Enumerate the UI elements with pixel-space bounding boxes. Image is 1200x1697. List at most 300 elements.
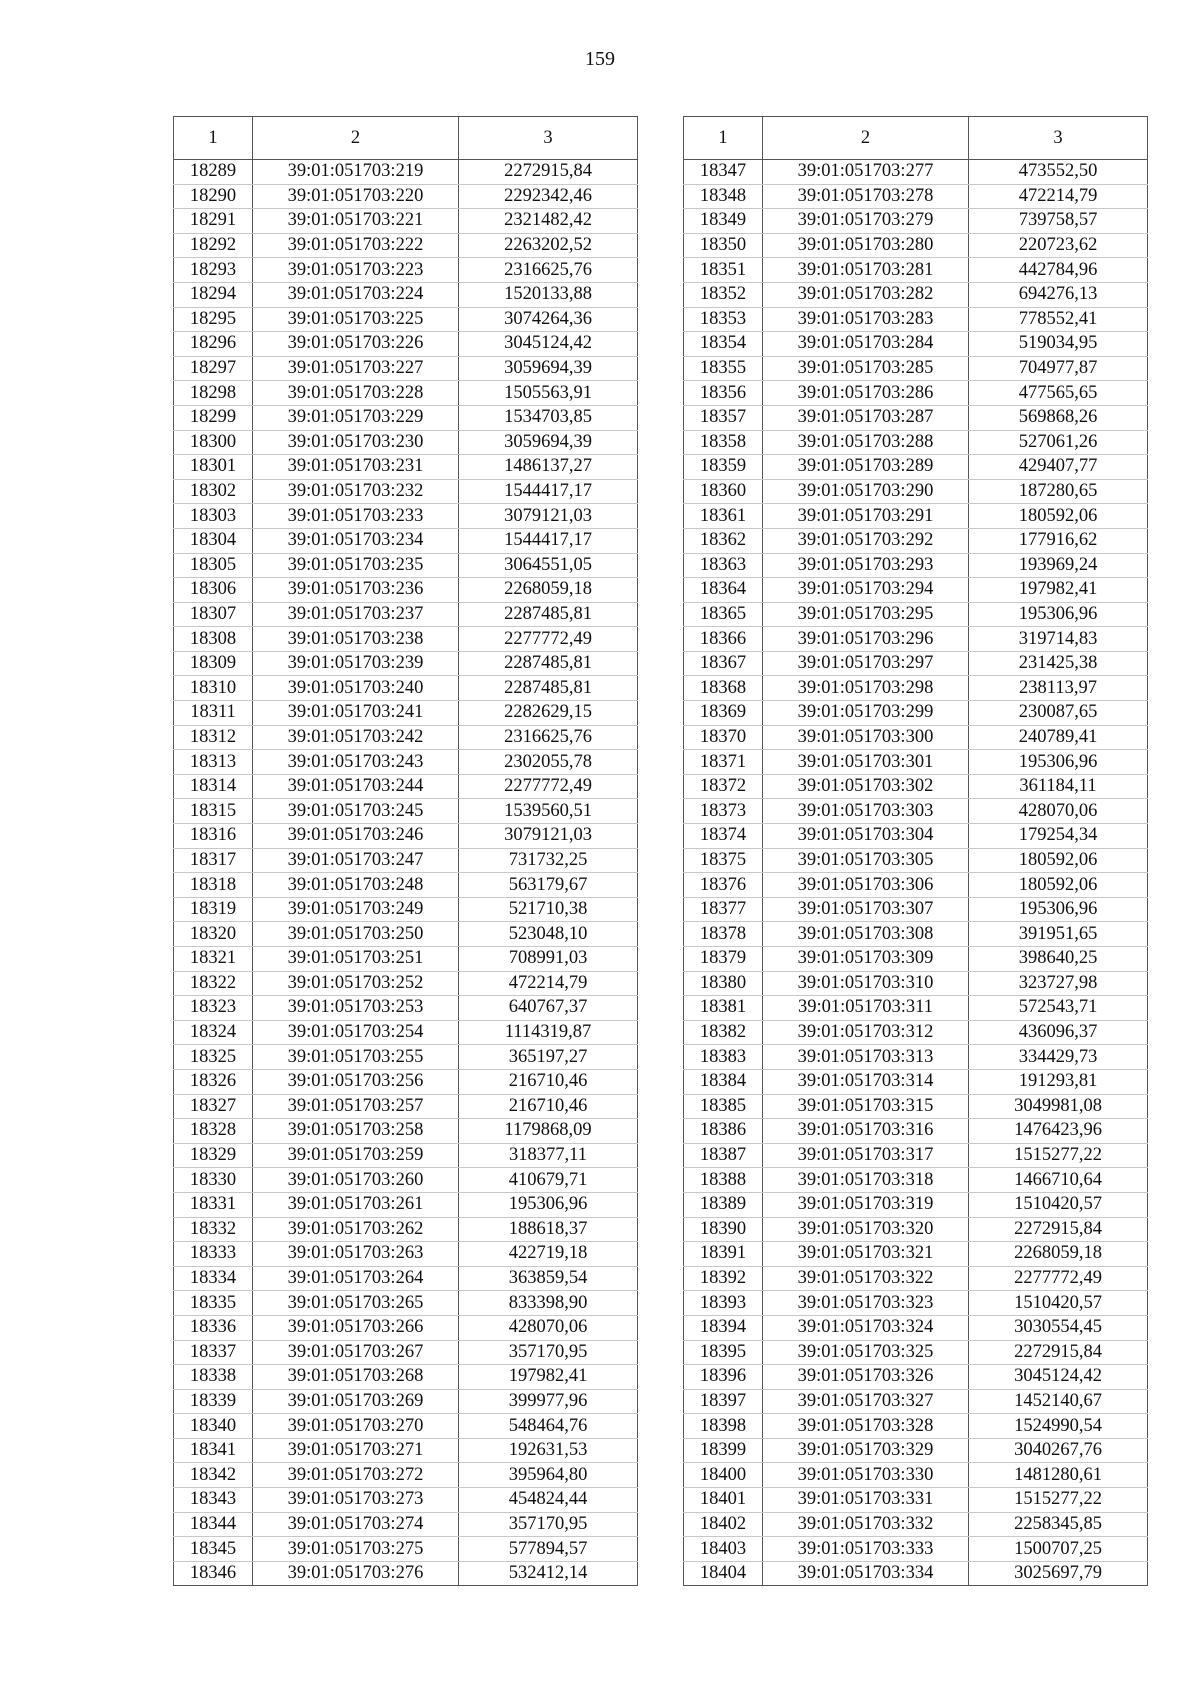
cell-row-number: 18290 xyxy=(174,184,253,209)
cell-value: 2272915,84 xyxy=(969,1340,1148,1365)
cell-value: 334429,73 xyxy=(969,1045,1148,1070)
cell-cadastral-number: 39:01:051703:307 xyxy=(763,897,969,922)
table-row xyxy=(174,479,638,504)
cell-value: 195306,96 xyxy=(969,897,1148,922)
cell-row-number: 18336 xyxy=(174,1315,253,1340)
cell-row-number: 18304 xyxy=(174,528,253,553)
cell-cadastral-number: 39:01:051703:317 xyxy=(763,1143,969,1168)
cell-value: 1515277,22 xyxy=(969,1488,1148,1513)
table-row xyxy=(684,1242,1148,1267)
cell-row-number: 18365 xyxy=(684,602,763,627)
table-row xyxy=(174,553,638,578)
cell-row-number: 18314 xyxy=(174,774,253,799)
cell-row-number: 18397 xyxy=(684,1389,763,1414)
cell-cadastral-number: 39:01:051703:304 xyxy=(763,824,969,849)
table-row xyxy=(174,356,638,381)
table-row xyxy=(684,160,1148,185)
cell-value: 191293,81 xyxy=(969,1069,1148,1094)
cell-value: 563179,67 xyxy=(459,873,638,898)
table-row xyxy=(174,947,638,972)
cell-cadastral-number: 39:01:051703:223 xyxy=(253,258,459,283)
cell-cadastral-number: 39:01:051703:333 xyxy=(763,1537,969,1562)
cell-row-number: 18289 xyxy=(174,160,253,185)
cell-cadastral-number: 39:01:051703:262 xyxy=(253,1217,459,1242)
cell-cadastral-number: 39:01:051703:267 xyxy=(253,1340,459,1365)
table-row xyxy=(174,160,638,185)
cell-cadastral-number: 39:01:051703:241 xyxy=(253,701,459,726)
cell-value: 2282629,15 xyxy=(459,701,638,726)
cell-row-number: 18331 xyxy=(174,1192,253,1217)
cell-value: 2277772,49 xyxy=(459,774,638,799)
cell-value: 2292342,46 xyxy=(459,184,638,209)
table-row xyxy=(174,1094,638,1119)
cell-row-number: 18303 xyxy=(174,504,253,529)
cell-cadastral-number: 39:01:051703:288 xyxy=(763,430,969,455)
cell-cadastral-number: 39:01:051703:253 xyxy=(253,996,459,1021)
cell-row-number: 18356 xyxy=(684,381,763,406)
cell-cadastral-number: 39:01:051703:232 xyxy=(253,479,459,504)
cell-value: 3045124,42 xyxy=(459,332,638,357)
cell-cadastral-number: 39:01:051703:269 xyxy=(253,1389,459,1414)
cell-cadastral-number: 39:01:051703:258 xyxy=(253,1119,459,1144)
cell-value: 577894,57 xyxy=(459,1537,638,1562)
table-row xyxy=(684,1291,1148,1316)
cell-value: 472214,79 xyxy=(969,184,1148,209)
cell-value: 422719,18 xyxy=(459,1242,638,1267)
cell-row-number: 18344 xyxy=(174,1512,253,1537)
cell-cadastral-number: 39:01:051703:329 xyxy=(763,1438,969,1463)
cell-value: 436096,37 xyxy=(969,1020,1148,1045)
cell-value: 2258345,85 xyxy=(969,1512,1148,1537)
left-data-table xyxy=(173,116,638,1586)
cell-value: 323727,98 xyxy=(969,971,1148,996)
table-row xyxy=(684,332,1148,357)
column-header-cadastral: 2 xyxy=(763,117,969,160)
cell-row-number: 18398 xyxy=(684,1414,763,1439)
cell-cadastral-number: 39:01:051703:319 xyxy=(763,1192,969,1217)
cell-row-number: 18310 xyxy=(174,676,253,701)
cell-cadastral-number: 39:01:051703:303 xyxy=(763,799,969,824)
cell-value: 193969,24 xyxy=(969,553,1148,578)
table-row xyxy=(684,922,1148,947)
table-row xyxy=(684,1020,1148,1045)
cell-row-number: 18299 xyxy=(174,405,253,430)
table-row xyxy=(684,1561,1148,1586)
cell-row-number: 18375 xyxy=(684,848,763,873)
cell-value: 3030554,45 xyxy=(969,1315,1148,1340)
cell-row-number: 18389 xyxy=(684,1192,763,1217)
table-row xyxy=(174,1537,638,1562)
cell-cadastral-number: 39:01:051703:227 xyxy=(253,356,459,381)
cell-row-number: 18348 xyxy=(684,184,763,209)
cell-value: 318377,11 xyxy=(459,1143,638,1168)
cell-row-number: 18328 xyxy=(174,1119,253,1144)
cell-row-number: 18362 xyxy=(684,528,763,553)
cell-row-number: 18340 xyxy=(174,1414,253,1439)
cell-row-number: 18295 xyxy=(174,307,253,332)
cell-value: 3064551,05 xyxy=(459,553,638,578)
table-row xyxy=(684,282,1148,307)
cell-value: 2287485,81 xyxy=(459,602,638,627)
cell-cadastral-number: 39:01:051703:318 xyxy=(763,1168,969,1193)
table-row xyxy=(684,750,1148,775)
cell-cadastral-number: 39:01:051703:290 xyxy=(763,479,969,504)
cell-value: 220723,62 xyxy=(969,233,1148,258)
cell-cadastral-number: 39:01:051703:316 xyxy=(763,1119,969,1144)
cell-value: 361184,11 xyxy=(969,774,1148,799)
cell-cadastral-number: 39:01:051703:230 xyxy=(253,430,459,455)
cell-value: 778552,41 xyxy=(969,307,1148,332)
cell-row-number: 18352 xyxy=(684,282,763,307)
cell-cadastral-number: 39:01:051703:283 xyxy=(763,307,969,332)
column-header-value: 3 xyxy=(969,117,1148,160)
cell-cadastral-number: 39:01:051703:331 xyxy=(763,1488,969,1513)
cell-row-number: 18313 xyxy=(174,750,253,775)
cell-row-number: 18349 xyxy=(684,209,763,234)
cell-row-number: 18343 xyxy=(174,1488,253,1513)
cell-row-number: 18361 xyxy=(684,504,763,529)
cell-value: 523048,10 xyxy=(459,922,638,947)
cell-cadastral-number: 39:01:051703:265 xyxy=(253,1291,459,1316)
cell-value: 216710,46 xyxy=(459,1094,638,1119)
cell-cadastral-number: 39:01:051703:261 xyxy=(253,1192,459,1217)
table-row xyxy=(684,578,1148,603)
cell-row-number: 18338 xyxy=(174,1365,253,1390)
cell-row-number: 18306 xyxy=(174,578,253,603)
cell-value: 429407,77 xyxy=(969,455,1148,480)
cell-value: 1524990,54 xyxy=(969,1414,1148,1439)
cell-cadastral-number: 39:01:051703:291 xyxy=(763,504,969,529)
table-row xyxy=(684,947,1148,972)
cell-cadastral-number: 39:01:051703:256 xyxy=(253,1069,459,1094)
table-row xyxy=(174,922,638,947)
cell-cadastral-number: 39:01:051703:260 xyxy=(253,1168,459,1193)
cell-row-number: 18384 xyxy=(684,1069,763,1094)
cell-value: 1179868,09 xyxy=(459,1119,638,1144)
table-row xyxy=(684,356,1148,381)
cell-cadastral-number: 39:01:051703:234 xyxy=(253,528,459,553)
cell-row-number: 18380 xyxy=(684,971,763,996)
cell-row-number: 18318 xyxy=(174,873,253,898)
cell-row-number: 18353 xyxy=(684,307,763,332)
cell-value: 2287485,81 xyxy=(459,651,638,676)
cell-cadastral-number: 39:01:051703:298 xyxy=(763,676,969,701)
cell-cadastral-number: 39:01:051703:242 xyxy=(253,725,459,750)
table-row xyxy=(174,1168,638,1193)
cell-row-number: 18395 xyxy=(684,1340,763,1365)
cell-row-number: 18317 xyxy=(174,848,253,873)
cell-row-number: 18326 xyxy=(174,1069,253,1094)
table-row xyxy=(684,184,1148,209)
cell-cadastral-number: 39:01:051703:279 xyxy=(763,209,969,234)
cell-row-number: 18341 xyxy=(174,1438,253,1463)
cell-cadastral-number: 39:01:051703:294 xyxy=(763,578,969,603)
cell-value: 3059694,39 xyxy=(459,430,638,455)
column-header-number: 1 xyxy=(684,117,763,160)
table-row xyxy=(174,848,638,873)
cell-value: 527061,26 xyxy=(969,430,1148,455)
table-row xyxy=(174,430,638,455)
table-row xyxy=(684,430,1148,455)
cell-value: 216710,46 xyxy=(459,1069,638,1094)
cell-value: 477565,65 xyxy=(969,381,1148,406)
table-row xyxy=(174,725,638,750)
cell-cadastral-number: 39:01:051703:238 xyxy=(253,627,459,652)
cell-value: 1476423,96 xyxy=(969,1119,1148,1144)
cell-cadastral-number: 39:01:051703:271 xyxy=(253,1438,459,1463)
table-row xyxy=(174,897,638,922)
cell-cadastral-number: 39:01:051703:263 xyxy=(253,1242,459,1267)
cell-value: 3045124,42 xyxy=(969,1365,1148,1390)
cell-value: 1114319,87 xyxy=(459,1020,638,1045)
table-row xyxy=(684,971,1148,996)
cell-value: 180592,06 xyxy=(969,504,1148,529)
cell-row-number: 18381 xyxy=(684,996,763,1021)
cell-row-number: 18337 xyxy=(174,1340,253,1365)
cell-row-number: 18366 xyxy=(684,627,763,652)
cell-row-number: 18292 xyxy=(174,233,253,258)
table-row xyxy=(174,258,638,283)
cell-row-number: 18311 xyxy=(174,701,253,726)
cell-value: 231425,38 xyxy=(969,651,1148,676)
cell-value: 357170,95 xyxy=(459,1512,638,1537)
table-row xyxy=(684,1192,1148,1217)
cell-value: 521710,38 xyxy=(459,897,638,922)
table-row xyxy=(684,504,1148,529)
cell-value: 1520133,88 xyxy=(459,282,638,307)
cell-row-number: 18332 xyxy=(174,1217,253,1242)
cell-cadastral-number: 39:01:051703:324 xyxy=(763,1315,969,1340)
cell-cadastral-number: 39:01:051703:285 xyxy=(763,356,969,381)
cell-cadastral-number: 39:01:051703:239 xyxy=(253,651,459,676)
table-row xyxy=(174,405,638,430)
cell-value: 1486137,27 xyxy=(459,455,638,480)
table-row xyxy=(174,651,638,676)
table-row xyxy=(174,1561,638,1586)
cell-row-number: 18319 xyxy=(174,897,253,922)
cell-value: 1510420,57 xyxy=(969,1291,1148,1316)
table-row xyxy=(684,627,1148,652)
table-row xyxy=(684,824,1148,849)
table-row xyxy=(684,479,1148,504)
cell-row-number: 18291 xyxy=(174,209,253,234)
cell-cadastral-number: 39:01:051703:220 xyxy=(253,184,459,209)
cell-row-number: 18370 xyxy=(684,725,763,750)
cell-value: 1500707,25 xyxy=(969,1537,1148,1562)
table-row xyxy=(174,1143,638,1168)
cell-cadastral-number: 39:01:051703:326 xyxy=(763,1365,969,1390)
cell-cadastral-number: 39:01:051703:293 xyxy=(763,553,969,578)
cell-cadastral-number: 39:01:051703:321 xyxy=(763,1242,969,1267)
cell-cadastral-number: 39:01:051703:323 xyxy=(763,1291,969,1316)
table-row xyxy=(684,528,1148,553)
table-row xyxy=(174,1414,638,1439)
cell-row-number: 18403 xyxy=(684,1537,763,1562)
cell-cadastral-number: 39:01:051703:245 xyxy=(253,799,459,824)
cell-row-number: 18396 xyxy=(684,1365,763,1390)
table-row xyxy=(684,651,1148,676)
cell-row-number: 18325 xyxy=(174,1045,253,1070)
cell-value: 238113,97 xyxy=(969,676,1148,701)
cell-row-number: 18363 xyxy=(684,553,763,578)
cell-value: 180592,06 xyxy=(969,848,1148,873)
cell-row-number: 18386 xyxy=(684,1119,763,1144)
cell-value: 3040267,76 xyxy=(969,1438,1148,1463)
table-row xyxy=(684,1537,1148,1562)
cell-value: 2287485,81 xyxy=(459,676,638,701)
cell-value: 472214,79 xyxy=(459,971,638,996)
cell-cadastral-number: 39:01:051703:235 xyxy=(253,553,459,578)
cell-row-number: 18393 xyxy=(684,1291,763,1316)
table-row xyxy=(174,1020,638,1045)
table-row xyxy=(174,1340,638,1365)
cell-cadastral-number: 39:01:051703:224 xyxy=(253,282,459,307)
cell-row-number: 18315 xyxy=(174,799,253,824)
cell-row-number: 18364 xyxy=(684,578,763,603)
cell-row-number: 18359 xyxy=(684,455,763,480)
cell-value: 731732,25 xyxy=(459,848,638,873)
cell-value: 3079121,03 xyxy=(459,504,638,529)
cell-cadastral-number: 39:01:051703:300 xyxy=(763,725,969,750)
cell-cadastral-number: 39:01:051703:268 xyxy=(253,1365,459,1390)
table-row xyxy=(684,1143,1148,1168)
table-row xyxy=(174,1512,638,1537)
cell-row-number: 18400 xyxy=(684,1463,763,1488)
column-header-value: 3 xyxy=(459,117,638,160)
cell-cadastral-number: 39:01:051703:315 xyxy=(763,1094,969,1119)
cell-cadastral-number: 39:01:051703:322 xyxy=(763,1266,969,1291)
cell-value: 519034,95 xyxy=(969,332,1148,357)
right-data-table xyxy=(683,116,1148,1586)
cell-row-number: 18298 xyxy=(174,381,253,406)
cell-value: 188618,37 xyxy=(459,1217,638,1242)
table-row xyxy=(174,332,638,357)
cell-cadastral-number: 39:01:051703:328 xyxy=(763,1414,969,1439)
cell-cadastral-number: 39:01:051703:297 xyxy=(763,651,969,676)
cell-cadastral-number: 39:01:051703:302 xyxy=(763,774,969,799)
cell-row-number: 18302 xyxy=(174,479,253,504)
table-row xyxy=(684,1340,1148,1365)
cell-row-number: 18321 xyxy=(174,947,253,972)
cell-value: 3049981,08 xyxy=(969,1094,1148,1119)
table-row xyxy=(174,184,638,209)
cell-cadastral-number: 39:01:051703:301 xyxy=(763,750,969,775)
table-header-row xyxy=(174,117,638,160)
cell-value: 195306,96 xyxy=(969,750,1148,775)
cell-row-number: 18367 xyxy=(684,651,763,676)
table-row xyxy=(684,381,1148,406)
cell-cadastral-number: 39:01:051703:252 xyxy=(253,971,459,996)
cell-cadastral-number: 39:01:051703:284 xyxy=(763,332,969,357)
cell-row-number: 18334 xyxy=(174,1266,253,1291)
cell-cadastral-number: 39:01:051703:250 xyxy=(253,922,459,947)
cell-cadastral-number: 39:01:051703:277 xyxy=(763,160,969,185)
cell-cadastral-number: 39:01:051703:275 xyxy=(253,1537,459,1562)
cell-cadastral-number: 39:01:051703:278 xyxy=(763,184,969,209)
cell-value: 2321482,42 xyxy=(459,209,638,234)
table-row xyxy=(684,1217,1148,1242)
table-row xyxy=(174,1438,638,1463)
table-row xyxy=(684,774,1148,799)
cell-cadastral-number: 39:01:051703:289 xyxy=(763,455,969,480)
cell-row-number: 18372 xyxy=(684,774,763,799)
table-row xyxy=(684,848,1148,873)
cell-row-number: 18392 xyxy=(684,1266,763,1291)
cell-value: 197982,41 xyxy=(459,1365,638,1390)
cell-value: 428070,06 xyxy=(969,799,1148,824)
table-row xyxy=(684,1315,1148,1340)
cell-row-number: 18399 xyxy=(684,1438,763,1463)
cell-value: 1544417,17 xyxy=(459,528,638,553)
cell-value: 704977,87 xyxy=(969,356,1148,381)
cell-row-number: 18345 xyxy=(174,1537,253,1562)
table-row xyxy=(684,233,1148,258)
table-row xyxy=(684,307,1148,332)
table-header-row xyxy=(684,117,1148,160)
cell-cadastral-number: 39:01:051703:228 xyxy=(253,381,459,406)
cell-cadastral-number: 39:01:051703:310 xyxy=(763,971,969,996)
cell-cadastral-number: 39:01:051703:296 xyxy=(763,627,969,652)
table-row xyxy=(174,578,638,603)
cell-value: 399977,96 xyxy=(459,1389,638,1414)
cell-value: 442784,96 xyxy=(969,258,1148,283)
cell-row-number: 18296 xyxy=(174,332,253,357)
table-row xyxy=(684,1168,1148,1193)
cell-cadastral-number: 39:01:051703:311 xyxy=(763,996,969,1021)
cell-cadastral-number: 39:01:051703:332 xyxy=(763,1512,969,1537)
table-row xyxy=(684,455,1148,480)
cell-value: 3059694,39 xyxy=(459,356,638,381)
cell-cadastral-number: 39:01:051703:246 xyxy=(253,824,459,849)
cell-row-number: 18309 xyxy=(174,651,253,676)
cell-cadastral-number: 39:01:051703:295 xyxy=(763,602,969,627)
cell-row-number: 18293 xyxy=(174,258,253,283)
cell-value: 1452140,67 xyxy=(969,1389,1148,1414)
cell-row-number: 18297 xyxy=(174,356,253,381)
cell-value: 319714,83 xyxy=(969,627,1148,652)
cell-cadastral-number: 39:01:051703:257 xyxy=(253,1094,459,1119)
cell-row-number: 18300 xyxy=(174,430,253,455)
table-row xyxy=(684,209,1148,234)
cell-row-number: 18369 xyxy=(684,701,763,726)
cell-row-number: 18388 xyxy=(684,1168,763,1193)
cell-row-number: 18323 xyxy=(174,996,253,1021)
table-row xyxy=(174,282,638,307)
cell-row-number: 18320 xyxy=(174,922,253,947)
cell-value: 739758,57 xyxy=(969,209,1148,234)
table-row xyxy=(684,701,1148,726)
cell-cadastral-number: 39:01:051703:274 xyxy=(253,1512,459,1537)
cell-value: 180592,06 xyxy=(969,873,1148,898)
cell-value: 2316625,76 xyxy=(459,725,638,750)
cell-row-number: 18339 xyxy=(174,1389,253,1414)
cell-row-number: 18324 xyxy=(174,1020,253,1045)
cell-cadastral-number: 39:01:051703:243 xyxy=(253,750,459,775)
cell-cadastral-number: 39:01:051703:266 xyxy=(253,1315,459,1340)
table-row xyxy=(684,405,1148,430)
cell-cadastral-number: 39:01:051703:251 xyxy=(253,947,459,972)
table-row xyxy=(684,1414,1148,1439)
cell-row-number: 18371 xyxy=(684,750,763,775)
table-row xyxy=(174,233,638,258)
cell-value: 187280,65 xyxy=(969,479,1148,504)
table-row xyxy=(174,1488,638,1513)
table-row xyxy=(684,553,1148,578)
cell-value: 230087,65 xyxy=(969,701,1148,726)
cell-value: 1510420,57 xyxy=(969,1192,1148,1217)
cell-cadastral-number: 39:01:051703:229 xyxy=(253,405,459,430)
column-header-number: 1 xyxy=(174,117,253,160)
